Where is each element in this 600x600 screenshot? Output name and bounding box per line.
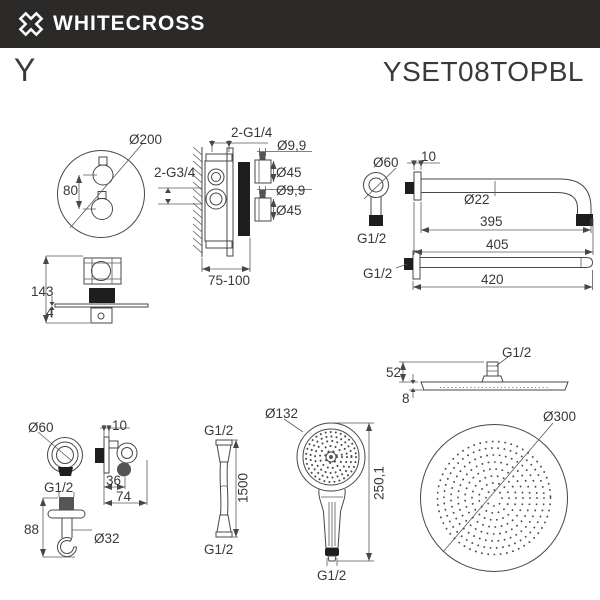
dim-hand-thread: G1/2 (317, 568, 347, 583)
dim-valve-outlets: 2-G1/4 (231, 125, 273, 140)
dim-elbow-height: 88 (24, 522, 40, 537)
dim-hose-thread-bottom: G1/2 (204, 542, 234, 557)
dim-elbow-flange-d: Ø60 (28, 420, 54, 435)
dim-hand-diameter: Ø132 (265, 406, 299, 421)
dim-hand-length: 250,1 (371, 466, 387, 500)
dim-hose-thread-top: G1/2 (204, 423, 234, 438)
dim-arm-thread-side: G1/2 (363, 266, 393, 281)
dim-arm-tube-d: Ø22 (464, 192, 490, 207)
brand-name: WHITECROSS (53, 12, 206, 35)
dim-knob-d2: Ø45 (276, 203, 302, 218)
dim-arm-flange-depth: 10 (421, 149, 437, 164)
hand-shower-view (284, 419, 374, 566)
dim-arm-length-2: 405 (486, 237, 509, 252)
dim-knob-stem-d1: Ø9,9 (277, 138, 307, 153)
series-code: Y (14, 52, 36, 88)
dim-head-thickness: 8 (402, 391, 410, 406)
model-number: YSET08TOPBL (382, 56, 584, 87)
dim-mount-depth: 75-100 (208, 273, 251, 288)
dim-valve-height: 143 (31, 284, 54, 299)
dim-valve-inlets: 2-G3/4 (154, 165, 196, 180)
dim-arm-thread-front: G1/2 (357, 231, 387, 246)
dim-knob-stem-d2: Ø9,9 (276, 183, 306, 198)
shower-arm-views (364, 160, 594, 290)
dim-holder-length: 74 (116, 489, 132, 504)
dim-plate-thickness: 4 (46, 305, 54, 320)
dim-arm-length-3: 420 (481, 272, 504, 287)
dim-thermo-knob-spacing: 80 (63, 183, 79, 198)
dim-elbow-diameter: Ø32 (94, 531, 120, 546)
dim-hose-length: 1500 (235, 472, 251, 504)
dim-thermo-front-diameter: Ø200 (129, 132, 163, 147)
dim-head-thread: G1/2 (502, 345, 532, 360)
dim-holder-wall-depth: 10 (112, 418, 128, 433)
dim-arm-length-1: 395 (480, 214, 503, 229)
overhead-shower-face-view (421, 423, 568, 572)
dim-arm-flange-d: Ø60 (373, 155, 399, 170)
overhead-shower-side-view (399, 357, 568, 398)
dim-elbow-thread: G1/2 (44, 480, 74, 495)
dim-knob-d1: Ø45 (276, 165, 302, 180)
valve-top-view (46, 256, 148, 323)
dim-holder-offset: 36 (106, 473, 122, 488)
dim-head-diameter: Ø300 (543, 409, 577, 424)
dim-head-height: 52 (386, 365, 402, 380)
